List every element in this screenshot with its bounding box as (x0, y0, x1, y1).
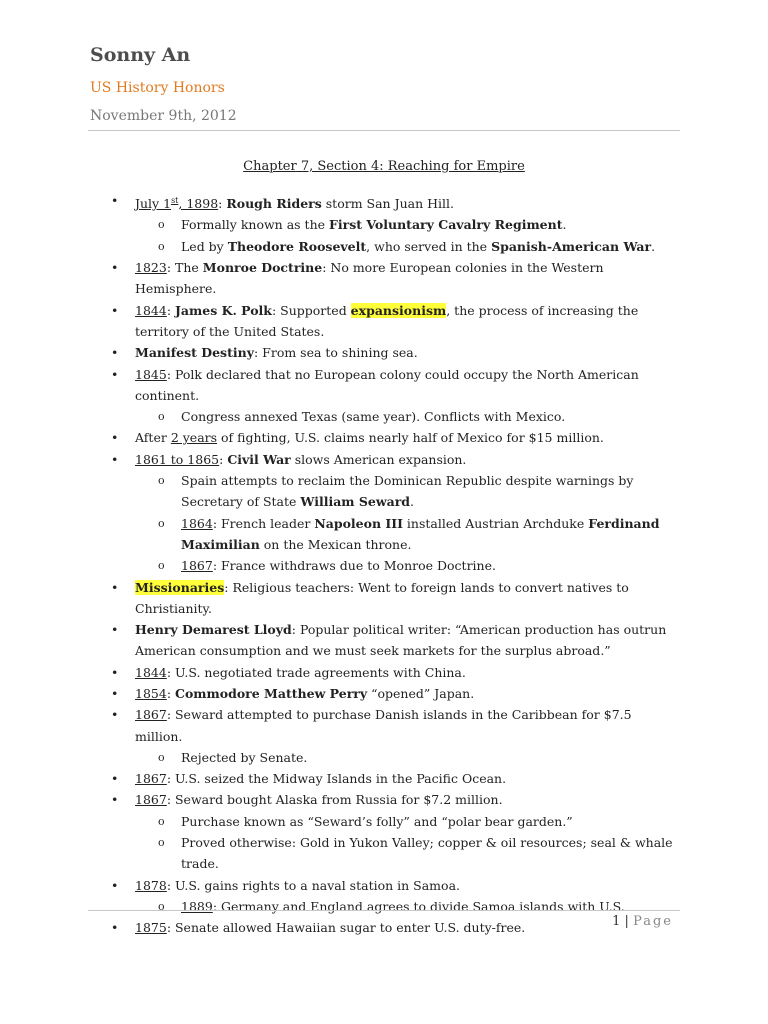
sub-bullet-item (111, 747, 681, 768)
bullet-item (111, 619, 681, 662)
note-text: . (651, 238, 656, 254)
bullet-item (111, 364, 681, 407)
notes-list (111, 190, 681, 939)
header-divider (88, 130, 680, 131)
note-text: . (562, 217, 567, 233)
sub-bullet-item (111, 513, 681, 556)
note-text: : The (166, 260, 203, 276)
note-text: Spanish-American War (491, 238, 652, 254)
note-text: 1878 (135, 877, 167, 893)
note-text: 1867 (135, 707, 167, 723)
note-text: of fighting, U.S. claims nearly half of Mexico for $15 million. (217, 430, 604, 446)
note-text: storm San Juan Hill. (321, 196, 454, 212)
note-text: 1867 (181, 558, 213, 574)
note-text: William Seward (300, 494, 411, 510)
note-text: Proved otherwise: Gold in Yukon Valley; copper & oil resources; seal & whale trade. (181, 835, 673, 872)
author-name: Sonny An (90, 44, 191, 66)
note-text: : U.S. gains rights to a naval station in Samoa. (166, 877, 460, 893)
note-text: Led by (181, 238, 228, 254)
sub-bullet-item (111, 896, 681, 917)
bullet-item (111, 683, 681, 704)
note-text: . (410, 494, 415, 510)
sub-bullet-item (111, 555, 681, 576)
note-text: 1854 (135, 685, 167, 701)
note-text: 1867 (135, 771, 167, 787)
note-text: Rejected by Senate. (181, 749, 308, 765)
course-title: US History Honors (90, 80, 225, 96)
section-heading: Chapter 7, Section 4: Reaching for Empire (243, 159, 525, 174)
note-text: 1875 (135, 920, 167, 936)
note-text: : Germany and England agrees to divide Samoa islands with U.S. (212, 898, 625, 914)
note-text: : (166, 685, 175, 701)
note-text: expansionism (350, 302, 447, 318)
page-footer (612, 914, 673, 929)
note-text: Theodore Roosevelt (227, 238, 367, 254)
note-text: Purchase known as “Seward’s folly” and “polar bear garden.” (181, 813, 573, 829)
note-text: Ferdinand Maximilian (181, 515, 660, 552)
note-text: Commodore Matthew Perry (175, 685, 368, 701)
note-text: : Senate allowed Hawaiian sugar to enter U.S. duty-free. (166, 920, 526, 936)
note-text: slows American expansion. (290, 451, 467, 467)
bullet-item (111, 662, 681, 683)
note-text: : (166, 302, 175, 318)
footer-divider (88, 910, 680, 911)
note-text: 1844 (135, 664, 167, 680)
note-text: : U.S. seized the Midway Islands in the Pacific Ocean. (166, 771, 507, 787)
sub-bullet-item (111, 470, 681, 513)
note-text: Formally known as the (181, 217, 329, 233)
note-text: After (135, 430, 171, 446)
note-text: July 1 (135, 196, 172, 212)
bullet-item (111, 917, 681, 938)
note-text: : U.S. negotiated trade agreements with China. (166, 664, 466, 680)
note-text: : Seward attempted to purchase Danish islands in the Caribbean for $7.5 million. (135, 707, 632, 744)
bullet-item (111, 342, 681, 363)
bullet-item (111, 768, 681, 789)
page-separator: | (624, 914, 629, 929)
note-text: , who served in the (366, 238, 492, 254)
page-number: 1 (612, 914, 621, 929)
note-text: : Seward bought Alaska from Russia for $7.2 million. (166, 792, 503, 808)
note-text: Civil War (227, 451, 291, 467)
note-text: : French leader (212, 515, 315, 531)
note-text: : (219, 451, 228, 467)
bullet-item (111, 875, 681, 896)
document-date: November 9th, 2012 (90, 108, 237, 124)
bullet-item (111, 427, 681, 448)
note-text: First Voluntary Cavalry Regiment (329, 217, 563, 233)
note-text: 1823 (135, 260, 167, 276)
note-text: : (218, 196, 227, 212)
note-text: Congress annexed Texas (same year). Conflicts with Mexico. (181, 409, 566, 425)
sub-bullet-item (111, 214, 681, 235)
note-text: 1844 (135, 302, 167, 318)
note-text: Spain attempts to reclaim the Dominican Republic despite warnings by Secretary of State (181, 473, 634, 510)
note-text: James K. Polk (175, 302, 272, 318)
bullet-item (111, 577, 681, 620)
note-text: , the process of increasing the territory of the United States. (135, 302, 639, 339)
sub-bullet-item (111, 406, 681, 427)
note-text: 1864 (181, 515, 213, 531)
page-label: Page (633, 914, 673, 929)
sub-bullet-item (111, 832, 681, 875)
bullet-item (111, 789, 681, 810)
bullet-item (111, 704, 681, 747)
note-text: 1867 (135, 792, 167, 808)
bullet-item (111, 449, 681, 470)
note-text: st (171, 196, 179, 205)
note-text: Henry Demarest Lloyd (135, 622, 292, 638)
note-text: “opened” Japan. (367, 685, 475, 701)
note-text: : Popular political writer: “American production has outrun American consumption and we must seek markets for the surplus abroad.” (135, 622, 667, 659)
sub-bullet-item (111, 811, 681, 832)
note-text: Rough Riders (226, 196, 322, 212)
note-text: : No more European colonies in the Western Hemisphere. (135, 260, 604, 297)
sub-bullet-item (111, 236, 681, 257)
note-text: : Supported (271, 302, 351, 318)
note-text: : Polk declared that no European colony could occupy the North American continent. (135, 366, 639, 403)
note-text: Napoleon III (314, 515, 403, 531)
note-text: 1889 (181, 898, 213, 914)
note-text: installed Austrian Archduke (402, 515, 589, 531)
note-text: : From sea to shining sea. (253, 345, 418, 361)
bullet-item (111, 257, 681, 300)
note-text: Missionaries (135, 579, 225, 595)
bullet-item (111, 190, 681, 214)
note-text: : France withdraws due to Monroe Doctrine. (212, 558, 496, 574)
note-text: 1845 (135, 366, 167, 382)
note-text: , 1898 (178, 196, 219, 212)
bullet-item (111, 300, 681, 343)
note-text: Monroe Doctrine (202, 260, 323, 276)
note-text: Manifest Destiny (135, 345, 254, 361)
note-text: on the Mexican throne. (259, 536, 412, 552)
note-text: : Religious teachers: Went to foreign lands to convert natives to Christianity. (135, 579, 629, 616)
note-text: 2 years (170, 430, 218, 446)
note-text: 1861 to 1865 (135, 451, 220, 467)
